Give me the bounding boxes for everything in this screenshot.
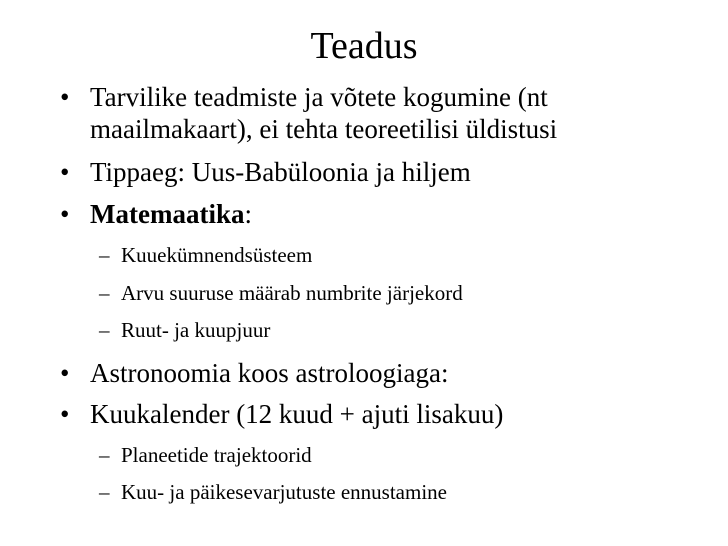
bullet-item — [60, 81, 558, 145]
dash-marker: – — [99, 480, 110, 504]
bullet-text: Kuukalender (12 kuud + ajuti lisakuu) — [90, 399, 504, 429]
sub-bullet-item — [99, 280, 463, 306]
dash-marker: – — [99, 443, 110, 467]
bullet-text: Astronoomia koos astroloogiaga: — [90, 358, 449, 388]
bullet-text-bold: Matemaatika — [90, 199, 245, 229]
sub-bullet-text: Planeetide trajektoorid — [121, 443, 312, 467]
bullet-dot: • — [60, 82, 70, 112]
bullet-dot: • — [60, 358, 70, 388]
dash-marker: – — [99, 243, 110, 267]
bullet-text-suffix: : — [244, 199, 252, 229]
slide-title: Teadus — [310, 25, 418, 67]
bullet-text: Tippaeg: Uus-Babüloonia ja hiljem — [90, 157, 471, 187]
sub-bullet-item — [99, 317, 271, 343]
bullet-item — [60, 198, 252, 230]
bullet-dot: • — [60, 399, 70, 429]
sub-bullet-item — [99, 479, 447, 505]
sub-bullet-item — [99, 442, 312, 468]
bullet-item — [60, 156, 471, 188]
bullet-dot: • — [60, 199, 70, 229]
bullet-text-line: Tarvilike teadmiste ja võtete kogumine (nt — [90, 82, 548, 112]
sub-bullet-text: Kuu- ja päikesevarjutuste ennustamine — [121, 480, 447, 504]
bullet-text-line: maailmakaart), ei tehta teoreetilisi üldistusi — [90, 114, 558, 144]
bullet-item — [60, 398, 504, 430]
sub-bullet-text: Arvu suuruse määrab numbrite järjekord — [121, 281, 463, 305]
dash-marker: – — [99, 318, 110, 342]
sub-bullet-item — [99, 242, 313, 268]
sub-bullet-text: Ruut- ja kuupjuur — [121, 318, 271, 342]
dash-marker: – — [99, 281, 110, 305]
sub-bullet-text: Kuuekümnendsüsteem — [121, 243, 313, 267]
bullet-dot: • — [60, 157, 70, 187]
bullet-item — [60, 357, 449, 389]
